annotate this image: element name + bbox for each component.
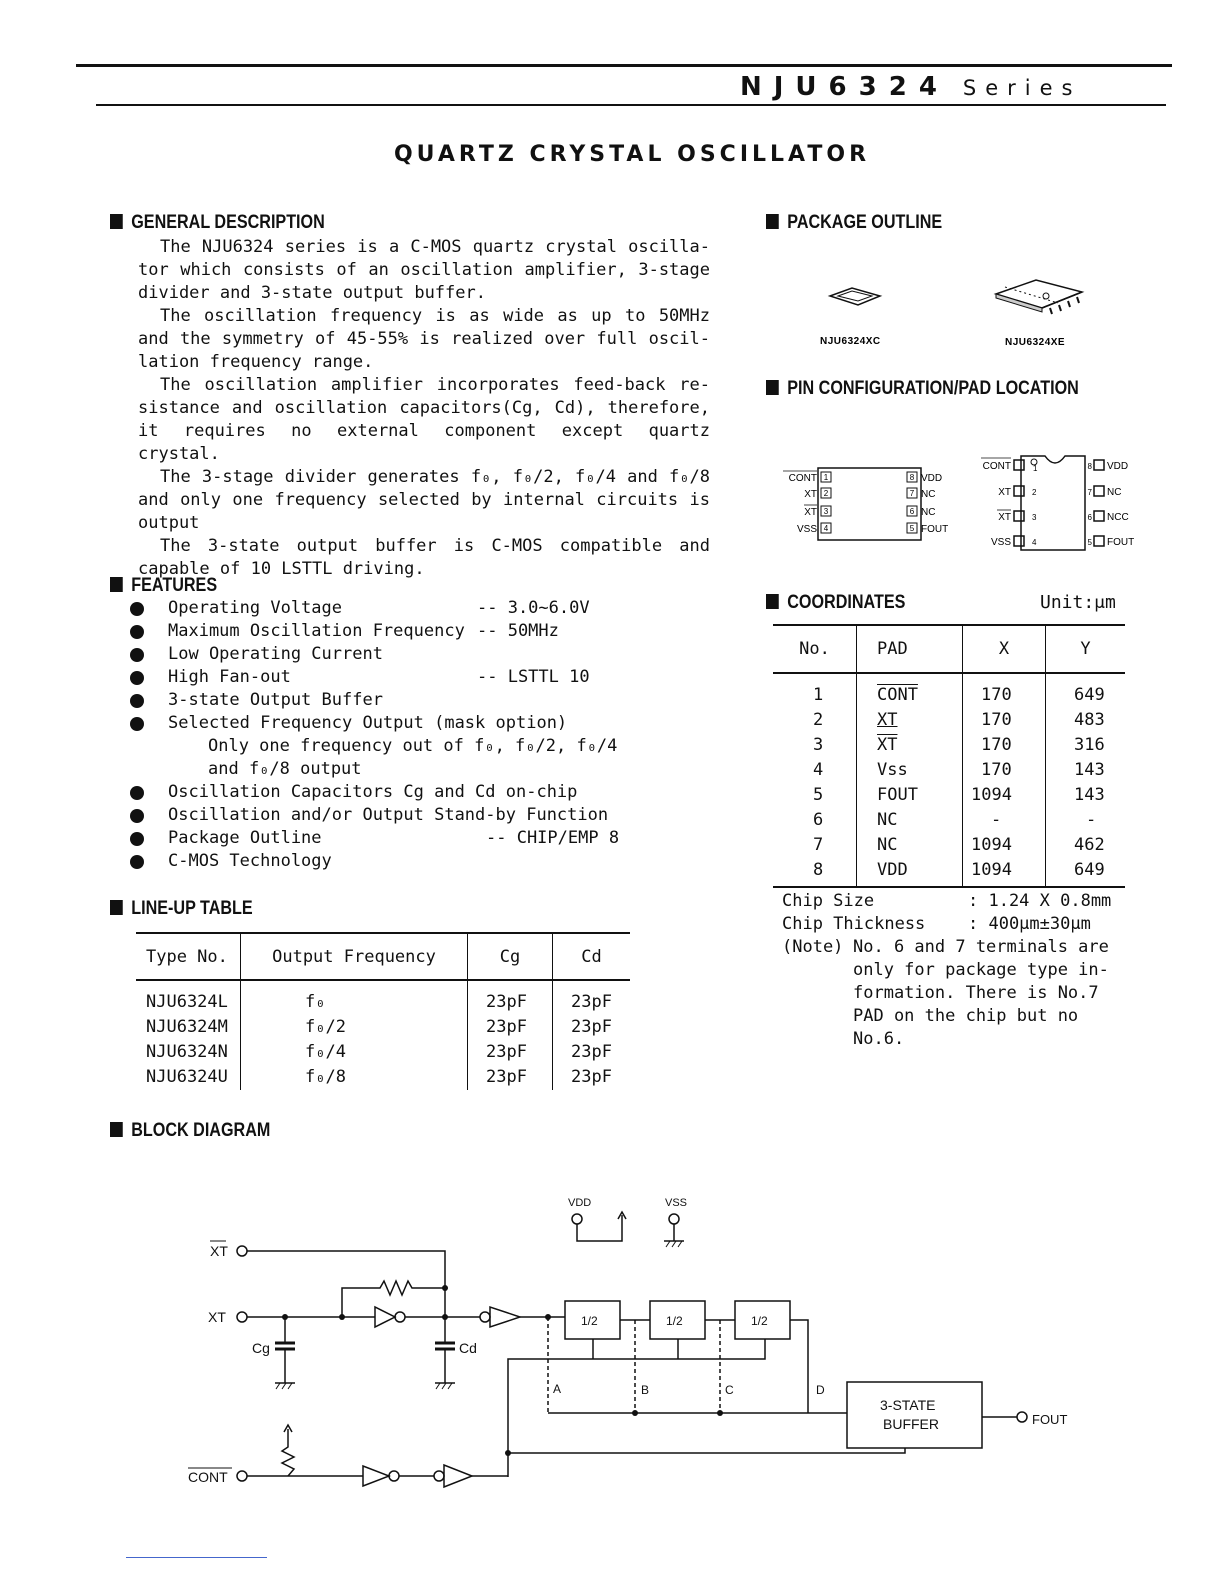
feature-value: -- LSTTL 10	[477, 667, 590, 687]
vss-label: VSS	[665, 1197, 688, 1209]
coordinates-table	[773, 624, 1125, 888]
chip-info: Chip Size : 1.24 X 0.8mm Chip Thickness : 400μm±30μm (Note) No. 6 and 7 terminals are only for package type in- formation. There is No.7 PAD on the chip but no No.6.	[782, 891, 1112, 1049]
pin-label: NC	[921, 507, 936, 518]
cont-label: CONT	[188, 1469, 228, 1485]
svg-text:5: 5	[909, 524, 915, 533]
feature-label: High Fan-out	[168, 667, 291, 687]
bullet-icon	[130, 625, 144, 639]
emp-package-icon	[996, 280, 1082, 314]
chip-package-icon	[830, 288, 880, 305]
svg-text:1: 1	[823, 473, 829, 482]
series-header	[740, 72, 1082, 102]
column-header: Output Frequency	[241, 933, 468, 980]
fout-label: FOUT	[1032, 1412, 1068, 1427]
cd-label: Cd	[459, 1340, 477, 1356]
column-header: Type No.	[136, 933, 241, 980]
cg-label: Cg	[252, 1340, 270, 1356]
feature-label: Oscillation Capacitors Cg and Cd on-chip	[168, 782, 578, 802]
three-state-buffer	[847, 1382, 982, 1448]
description-paragraph: The oscillation amplifier incorporates feed-back re-sistance and oscillation capacitors(Cg, Cd), therefore, it requires no external component except quartz crystal.	[138, 375, 710, 464]
svg-text:2: 2	[1032, 488, 1037, 497]
vdd-label: VDD	[568, 1197, 592, 1209]
pin-config-figure	[775, 450, 1155, 560]
pin-label: CONT	[982, 461, 1011, 472]
document-title: QUARTZ CRYSTAL OSCILLATOR	[393, 142, 871, 167]
table-row: 5 FOUT 1094 143	[773, 783, 1125, 808]
description-paragraph: The NJU6324 series is a C-MOS quartz crystal oscilla-tor which consists of an oscillation amplifier, 3-stage divider and 3-state output buffer.	[138, 237, 710, 303]
svg-text:3: 3	[1032, 513, 1037, 522]
feature-label: Selected Frequency Output (mask option)	[168, 713, 568, 733]
package-label-xe: NJU6324XE	[1005, 337, 1066, 348]
xt-bar-label: XT	[210, 1243, 228, 1259]
package-outline-heading: PACKAGE OUTLINE	[766, 212, 942, 234]
svg-text:6: 6	[1087, 513, 1092, 522]
table-row: 3 $\overline{XT}$ 170 316	[773, 733, 1125, 758]
pin-label: NCC	[1107, 512, 1129, 523]
svg-text:4: 4	[823, 524, 829, 533]
pin-config-heading: PIN CONFIGURATION/PAD LOCATION	[766, 378, 1079, 400]
block-diagram	[180, 1185, 1080, 1515]
pin-label: FOUT	[921, 524, 949, 535]
pin-label: VDD	[921, 473, 943, 484]
lineup-heading: LINE-UP TABLE	[110, 898, 253, 920]
xt-label: XT	[208, 1309, 226, 1325]
feature-sub-line: and f₀/8 output	[208, 759, 362, 779]
feature-value: -- 50MHz	[477, 621, 559, 641]
column-header: Y	[1046, 625, 1126, 673]
package-outline-figure	[800, 270, 1120, 350]
feature-label: 3-state Output Buffer	[168, 690, 383, 710]
svg-text:D: D	[816, 1383, 825, 1397]
column-header: No.	[773, 625, 857, 673]
footer-link-rule	[126, 1557, 267, 1558]
lineup-table	[136, 932, 630, 1090]
description-paragraph: The 3-stage divider generates f₀, f₀/2, f₀/4 and f₀/8 and only one frequency selected by internal circuits is output	[138, 467, 710, 533]
coordinates-heading: COORDINATES	[766, 592, 905, 614]
pin-label: VDD	[1107, 461, 1129, 472]
pin-label: XT	[998, 512, 1011, 523]
table-row: 6 NC - -	[773, 808, 1125, 833]
table-row: 8 VDD 1094 649	[773, 858, 1125, 887]
svg-text:3: 3	[823, 507, 829, 516]
general-description-heading: GENERAL DESCRIPTION	[110, 212, 325, 234]
column-header: Cg	[468, 933, 553, 980]
table-row: NJU6324L f₀ 23pF 23pF	[136, 980, 630, 1015]
feature-label: Operating Voltage	[168, 598, 342, 618]
pin-label: VSS	[796, 524, 817, 535]
svg-text:7: 7	[909, 489, 915, 498]
general-description-body	[138, 236, 710, 581]
svg-text:4: 4	[1032, 538, 1037, 547]
feature-value: -- 3.0~6.0V	[477, 598, 590, 618]
table-row: 1 CONT 170 649	[773, 673, 1125, 708]
unit-label: Unit:μm	[1040, 592, 1116, 613]
feature-label: Low Operating Current	[168, 644, 383, 664]
emp-pin-layout	[981, 456, 1134, 550]
svg-text:8: 8	[1087, 462, 1092, 471]
pin-label: XT	[804, 489, 817, 500]
features-heading: FEATURES	[110, 575, 217, 597]
supply-symbols	[568, 1197, 687, 1247]
bullet-icon	[130, 832, 144, 846]
column-header: X	[963, 625, 1046, 673]
svg-text:1/2: 1/2	[751, 1314, 768, 1328]
table-row: NJU6324N f₀/4 23pF 23pF	[136, 1040, 630, 1065]
svg-text:1/2: 1/2	[581, 1314, 598, 1328]
series-name: NJU6324	[740, 72, 949, 102]
top-rule	[76, 64, 1172, 67]
feature-label: Oscillation and/or Output Stand-by Function	[168, 805, 609, 825]
bullet-icon	[130, 602, 144, 616]
bullet-icon	[130, 809, 144, 823]
bullet-icon	[130, 671, 144, 685]
table-row: 4 Vss 170 143	[773, 758, 1125, 783]
table-header-row	[136, 933, 630, 980]
bullet-icon	[130, 717, 144, 731]
pin-label: XT	[804, 507, 817, 518]
svg-text:2: 2	[823, 489, 829, 498]
feature-sub-line: Only one frequency out of f₀, f₀/2, f₀/4	[208, 736, 618, 756]
table-header-row	[773, 625, 1125, 673]
chip-pad-layout	[783, 468, 948, 540]
bullet-icon	[130, 648, 144, 662]
svg-text:5: 5	[1087, 538, 1092, 547]
description-paragraph: The 3-state output buffer is C-MOS compatible and capable of 10 LSTTL driving.	[138, 536, 710, 579]
svg-text:A: A	[553, 1382, 562, 1396]
pin-label: NC	[921, 489, 936, 500]
feature-label: C-MOS Technology	[168, 851, 332, 871]
svg-text:B: B	[641, 1383, 650, 1397]
bullet-icon	[130, 786, 144, 800]
feature-value: -- CHIP/EMP 8	[486, 828, 620, 848]
svg-text:C: C	[725, 1383, 734, 1397]
svg-text:BUFFER: BUFFER	[883, 1416, 939, 1432]
pin-label: CONT	[788, 473, 817, 484]
description-paragraph: The oscillation frequency is as wide as up to 50MHz and the symmetry of 45-55% is realized over full oscil-lation frequency range.	[138, 306, 710, 372]
bullet-icon	[130, 855, 144, 869]
pin-label: VSS	[990, 537, 1011, 548]
bullet-icon	[130, 694, 144, 708]
feature-label: Maximum Oscillation Frequency	[168, 621, 465, 641]
svg-text:8: 8	[909, 473, 915, 482]
table-row: NJU6324M f₀/2 23pF 23pF	[136, 1015, 630, 1040]
table-row: 7 NC 1094 462	[773, 833, 1125, 858]
column-header: PAD	[857, 625, 963, 673]
svg-text:3-STATE: 3-STATE	[880, 1397, 936, 1413]
block-diagram-heading: BLOCK DIAGRAM	[110, 1120, 270, 1142]
feature-label: Package Outline	[168, 828, 322, 848]
svg-text:1/2: 1/2	[666, 1314, 683, 1328]
pin-label: FOUT	[1107, 537, 1135, 548]
table-row: NJU6324U f₀/8 23pF 23pF	[136, 1065, 630, 1090]
pin-label: NC	[1107, 487, 1122, 498]
svg-text:1: 1	[1033, 464, 1038, 473]
header-underline	[96, 104, 1166, 106]
series-suffix: Series	[962, 76, 1082, 100]
pin-label: XT	[998, 487, 1011, 498]
svg-text:6: 6	[909, 507, 915, 516]
svg-text:7: 7	[1087, 488, 1092, 497]
package-label-xc: NJU6324XC	[820, 336, 881, 347]
table-row: 2 XT 170 483	[773, 708, 1125, 733]
column-header: Cd	[553, 933, 631, 980]
